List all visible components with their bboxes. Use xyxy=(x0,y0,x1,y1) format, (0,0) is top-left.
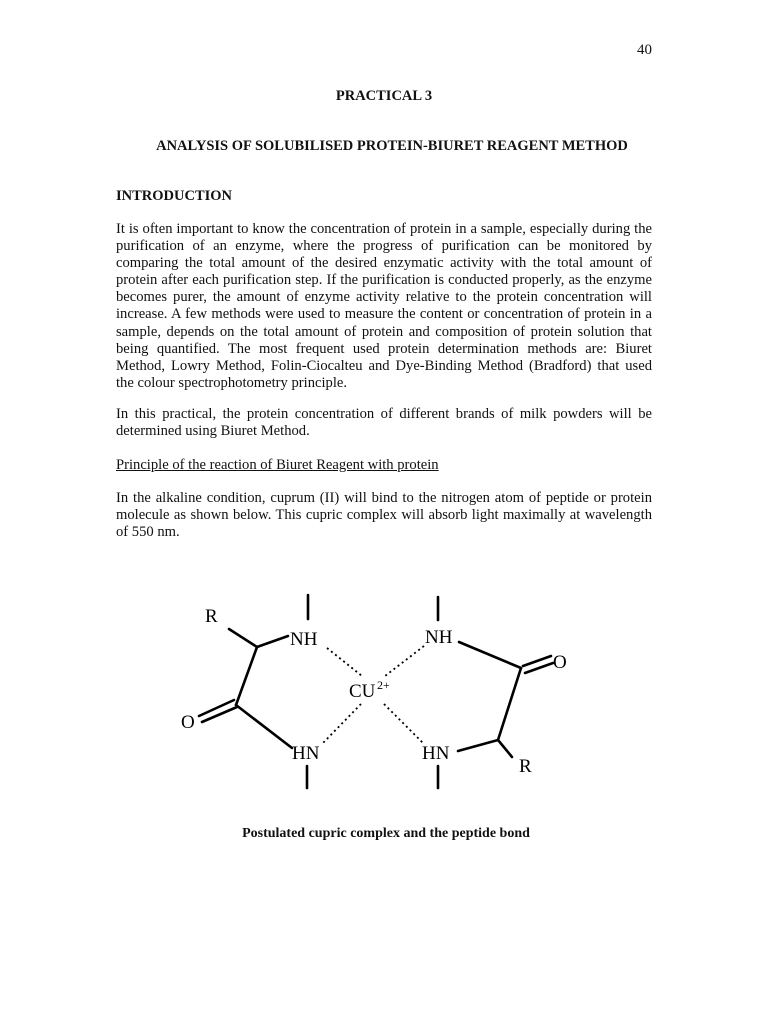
introduction-heading: INTRODUCTION xyxy=(116,188,233,204)
bond-c-hn-left xyxy=(236,705,292,748)
practical-aim-paragraph: In this practical, the protein concentration of different brands of milk powders will be determined using Biuret Method. xyxy=(116,406,652,440)
coordination-bond-nh-left xyxy=(327,648,362,676)
label-o-right: O xyxy=(553,652,567,673)
bond-c-c-right xyxy=(498,668,521,740)
bond-c-nh-left xyxy=(257,636,288,647)
principle-paragraph: In the alkaline condition, cuprum (II) will bind to the nitrogen atom of peptide or protein molecule as shown below. This cupric complex will absorb light maximally at wavelength of 550 nm. xyxy=(116,490,652,541)
label-cu: CU xyxy=(349,681,376,702)
label-o-left: O xyxy=(181,712,195,733)
double-bond-right-a xyxy=(523,656,551,666)
bond-nh-c-right xyxy=(459,642,521,668)
principle-heading: Principle of the reaction of Biuret Reagent with protein xyxy=(116,457,439,473)
label-nh-left: NH xyxy=(290,629,318,650)
bond-r-right xyxy=(498,740,512,757)
bond-lines xyxy=(199,595,553,788)
introduction-paragraph: It is often important to know the concentration of protein in a sample, especially during the purification of an enzyme, where the progress of purification can be monitored by comparing the total amount of the desired enzymatic activity with the total amount of protein after each purification step. If the purification is conducted properly, as the enzyme becomes purer, the amount of enzyme activity relative to the protein concentration will increase. A few methods were used to measure the content or concentration of protein in a sample, depends on the total amount of protein and composition of protein solution that being quantified. The most frequent used protein determination methods are: Biuret Method, Lowry Method, Folin-Ciocalteu and Dye-Binding Method (Bradford) that used the colour spectrophotometry principle. xyxy=(116,221,652,391)
label-nh-right: NH xyxy=(425,627,453,648)
coordination-bond-hn-left xyxy=(322,704,361,744)
label-cu-charge: 2+ xyxy=(377,678,390,692)
double-bond-left-b xyxy=(202,707,237,722)
label-hn-right: HN xyxy=(422,743,450,764)
coordination-bond-hn-right xyxy=(384,704,424,744)
double-bond-right-b xyxy=(525,663,553,673)
document-title: ANALYSIS OF SOLUBILISED PROTEIN-BIURET REAGENT METHOD xyxy=(156,138,628,154)
label-r-left: R xyxy=(205,606,218,627)
atom-labels xyxy=(181,606,567,777)
coordination-bond-nh-right xyxy=(385,646,424,676)
figure-caption: Postulated cupric complex and the peptide bond xyxy=(242,826,530,841)
label-hn-left: HN xyxy=(292,743,320,764)
double-bond-left-a xyxy=(199,700,234,716)
bond-c-hn-right xyxy=(458,740,498,751)
bond-c-c-left xyxy=(236,647,257,705)
coordination-bonds xyxy=(322,646,424,744)
practical-title: PRACTICAL 3 xyxy=(335,88,433,104)
bond-r-left xyxy=(229,629,257,647)
label-r-right: R xyxy=(519,756,532,777)
page-number: 40 xyxy=(637,42,652,58)
